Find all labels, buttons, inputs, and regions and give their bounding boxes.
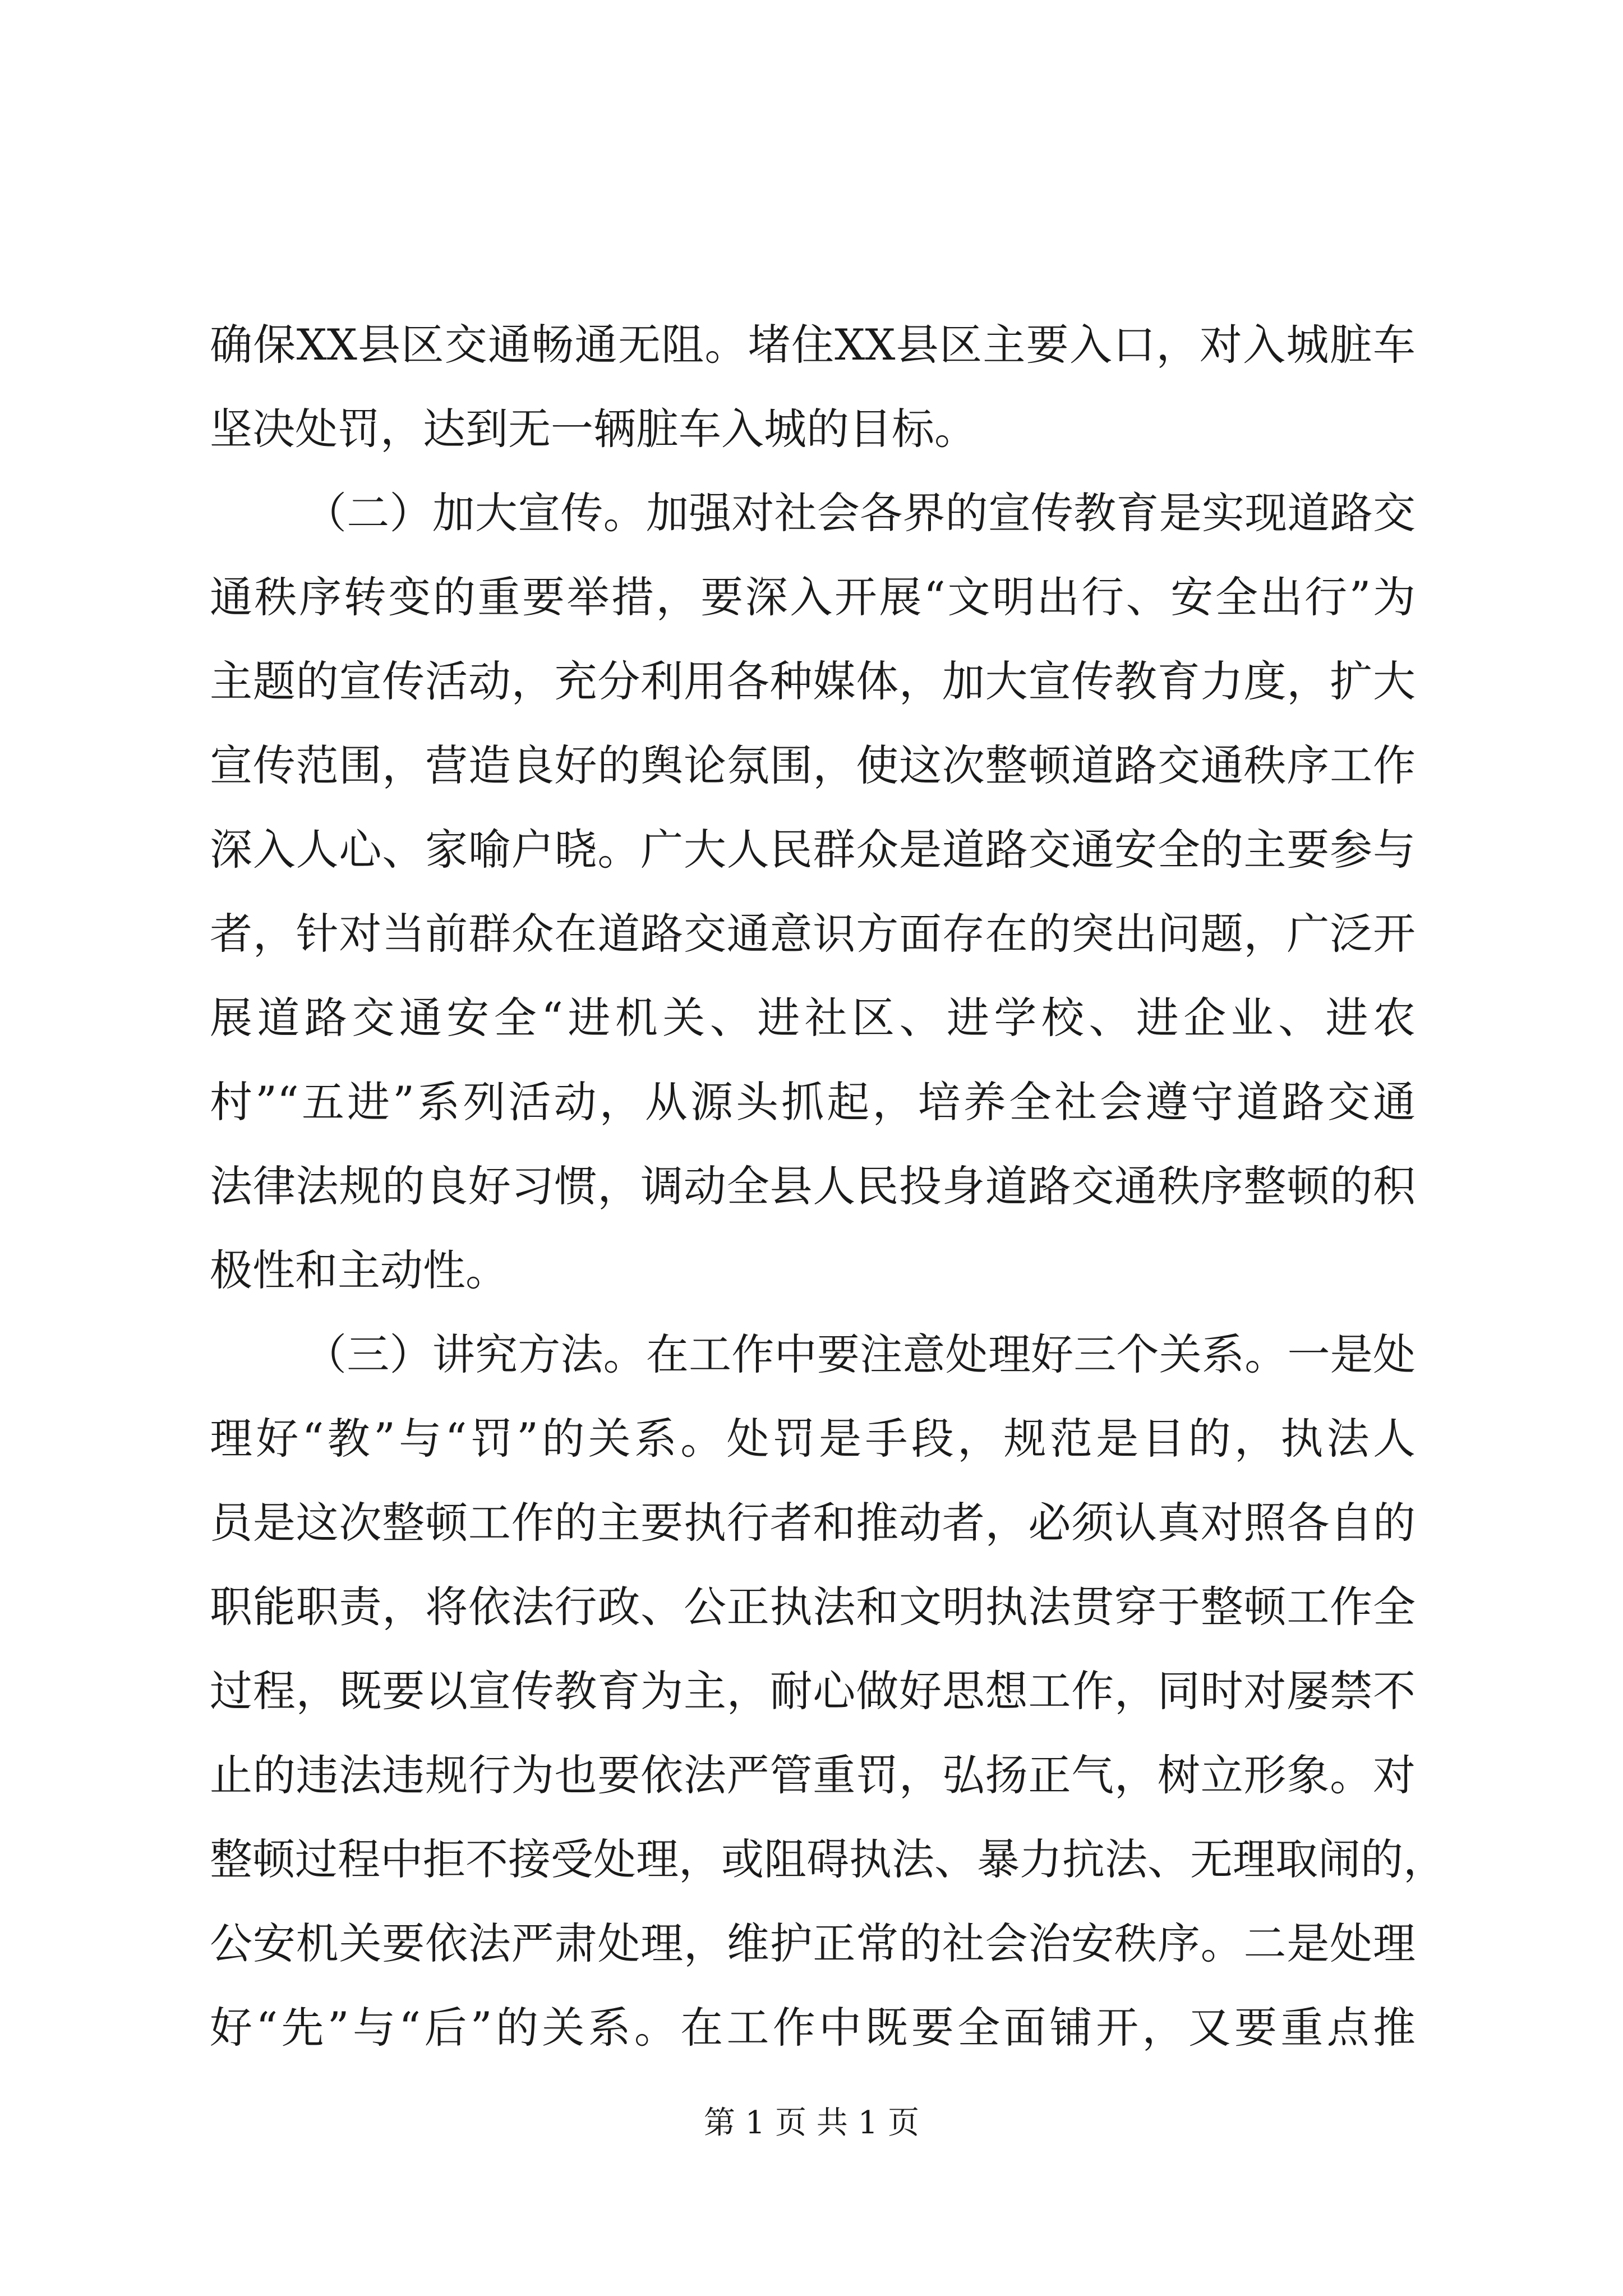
text-line: 员是这次整顿工作的主要执行者和推动者，必须认真对照各自的 xyxy=(210,1498,1415,1548)
text-line: 职能职责，将依法行政、公正执法和文明执法贯穿于整顿工作全 xyxy=(210,1582,1415,1632)
text-line: 整顿过程中拒不接受处理，或阻碍执法、暴力抗法、无理取闹的， xyxy=(210,1834,1446,1884)
text-line: 坚决处罚，达到无一辆脏车入城的目标。 xyxy=(210,404,977,454)
text-line: 好“先”与“后”的关系。在工作中既要全面铺开，又要重点推 xyxy=(210,2003,1415,2053)
text-line: 过程，既要以宣传教育为主，耐心做好思想工作，同时对屡禁不 xyxy=(210,1666,1415,1716)
text-line: 公安机关要依法严肃处理，维护正常的社会治安秩序。二是处理 xyxy=(210,1918,1415,1968)
text-line: 村”“五进”系列活动，从源头抓起，培养全社会遵守道路交通 xyxy=(210,1077,1415,1127)
text-line: 法律法规的良好习惯，调动全县人民投身道路交通秩序整顿的积 xyxy=(210,1161,1415,1211)
text-line: 主题的宣传活动，充分利用各种媒体，加大宣传教育力度，扩大 xyxy=(210,656,1415,706)
text-line: 理好“教”与“罚”的关系。处罚是手段，规范是目的，执法人 xyxy=(210,1414,1415,1464)
text-line: 确保XX县区交通畅通无阻。堵住XX县区主要入口，对入城脏车 xyxy=(210,320,1415,370)
paragraph-heading-line: （二）加大宣传。加强对社会各界的宣传教育是实现道路交 xyxy=(304,488,1415,538)
text-line: 深入人心、家喻户晓。广大人民群众是道路交通安全的主要参与 xyxy=(210,825,1415,875)
text-line: 止的违法违规行为也要依法严管重罚，弘扬正气，树立形象。对 xyxy=(210,1750,1415,1800)
text-line: 宣传范围，营造良好的舆论氛围，使这次整顿道路交通秩序工作 xyxy=(210,740,1415,790)
text-line: 极性和主动性。 xyxy=(210,1245,508,1295)
text-line: 者，针对当前群众在道路交通意识方面存在的突出问题，广泛开 xyxy=(210,909,1415,959)
paragraph-heading-line: （三）讲究方法。在工作中要注意处理好三个关系。一是处 xyxy=(304,1329,1415,1379)
text-line: 通秩序转变的重要举措，要深入开展“文明出行、安全出行”为 xyxy=(210,572,1415,622)
page-number-footer: 第 1 页 共 1 页 xyxy=(703,2105,920,2141)
text-line: 展道路交通安全“进机关、进社区、进学校、进企业、进农 xyxy=(210,993,1415,1043)
